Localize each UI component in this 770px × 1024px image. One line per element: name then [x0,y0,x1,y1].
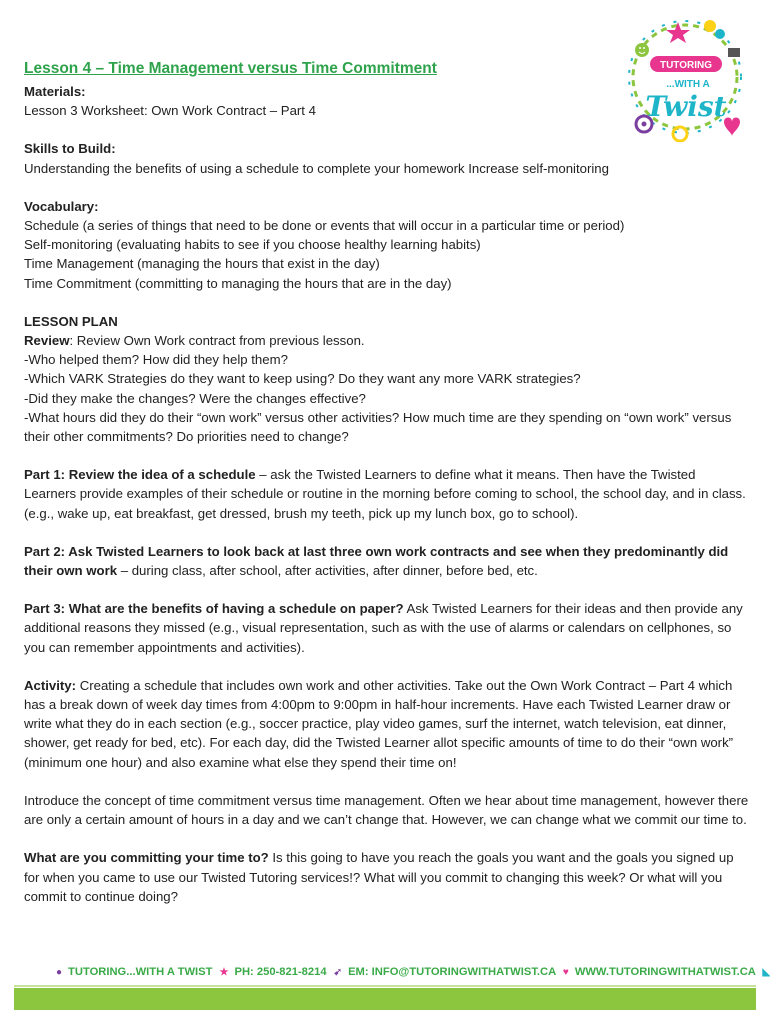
footer-email: EM: INFO@TUTORINGWITHATWIST.CA [348,966,556,978]
review-item: -What hours did they do their “own work” versus other activities? How much time are they spending on “own work” versus their other commitments? Do priorities need to change? [24,409,732,445]
part1-paragraph [24,465,750,523]
footer-contact-line [52,963,770,982]
lesson-plan-heading: LESSON PLAN [24,313,118,329]
part2-text: – during class, after school, after activities, after dinner, before bed, etc. [117,563,538,579]
footer-green-bar [14,988,756,1010]
logo-twist-text: Twist [645,90,727,123]
materials-heading: Materials: [24,84,86,99]
vocabulary-item: Self-monitoring (evaluating habits to see if you choose healthy learning habits) [24,237,481,253]
materials-text: Lesson 3 Worksheet: Own Work Contract – Part 4 [24,103,316,119]
lesson-title: Lesson 4 – Time Management versus Time Commitment [24,60,437,77]
review-text: : Review Own Work contract from previous lesson. [69,333,365,349]
part2-paragraph [24,542,750,580]
logo-badge-text: TUTORING [659,60,713,71]
activity-text: Creating a schedule that includes own work and other activities. Take out the Own Work Contract – Part 4 which has a break down of week day times from 4:00pm to 9:00pm in half-hour increments. Have each Twisted Learner draw or write what they do in each section (e.g., soccer practice, play video games, surf the internet, watch television, eat dinner, shower, get ready for bed, etc). For each day, did the Twisted Learner allot specific amounts of time to do their “own work” (minimum one hour) and also examine what else they spend their time on! [24,677,734,770]
part3-label: Part 3: What are the benefits of having a schedule on paper? [24,601,404,617]
part3-paragraph [24,599,750,657]
star-icon: ★ [219,967,229,978]
closing-text: Is this going to have you reach the goals you want and the goals you signed up for when you came to use our Twisted Tutoring services!? What will you commit to changing this week? Or what will you commit to continue doing? [24,850,734,904]
lesson-document [24,58,750,906]
arrow-icon: ➹ [333,967,343,978]
skills-heading: Skills to Build: [24,141,116,157]
part3-text: Ask Twisted Learners for their ideas and then provide any additional reasons they missed (e.g., visual representation, such as with the use of alarms or calendars on cellphones, so you can remember appointments and activities). [24,601,743,655]
part1-text: – ask the Twisted Learners to define what it means. Then have the Twisted Learners provide examples of their schedule or routine in the morning before coming to school, the school day, and in class. (e.g., wake up, eat breakfast, get dressed, brush my teeth, pick up my lunch box, go to school). [24,467,746,521]
activity-paragraph [24,676,750,772]
footer-brand: TUTORING...WITH A TWIST [68,966,213,978]
footer-phone: PH: 250-821-8214 [234,966,327,978]
introduce-paragraph: Introduce the concept of time commitment versus time management. Often we hear about time management, however there are only a certain amount of hours in a day and we can’t change that. However, we can change what we commit our time to. [24,792,749,828]
vocabulary-item: Time Commitment (committing to managing the hours that are in the day) [24,275,452,291]
footer-divider [14,985,756,987]
heart-icon: ♥ [562,967,569,978]
part2-label: Part 2: Ask Twisted Learners to look back at last three own work contracts and see when they predominantly did their own work [24,543,729,579]
vocabulary-item: Schedule (a series of things that need to be done or events that will occur in a particular time or period) [24,218,625,234]
review-item: -Who helped them? How did they help them? [24,352,288,368]
review-item: -Which VARK Strategies do they want to keep using? Do they want any more VARK strategies? [24,371,581,387]
review-label: Review [24,333,70,349]
closing-paragraph [24,848,750,906]
vocabulary-item: Time Management (managing the hours that exist in the day) [24,256,380,272]
logo-with-text: ...WITH A [666,79,710,90]
review-line [24,331,750,350]
review-item: -Did they make the changes? Were the changes effective? [24,390,366,406]
cursor-icon: ◣ [762,967,770,978]
skills-text: Understanding the benefits of using a schedule to complete your homework Increase self-monitoring [24,160,609,176]
activity-label: Activity: [24,677,77,693]
circle-icon: ● [56,967,63,978]
closing-label: What are you committing your time to? [24,850,269,866]
footer-web: WWW.TUTORINGWITHATWIST.CA [574,966,756,978]
vocabulary-heading: Vocabulary: [24,198,99,214]
part1-label: Part 1: Review the idea of a schedule [24,467,256,483]
